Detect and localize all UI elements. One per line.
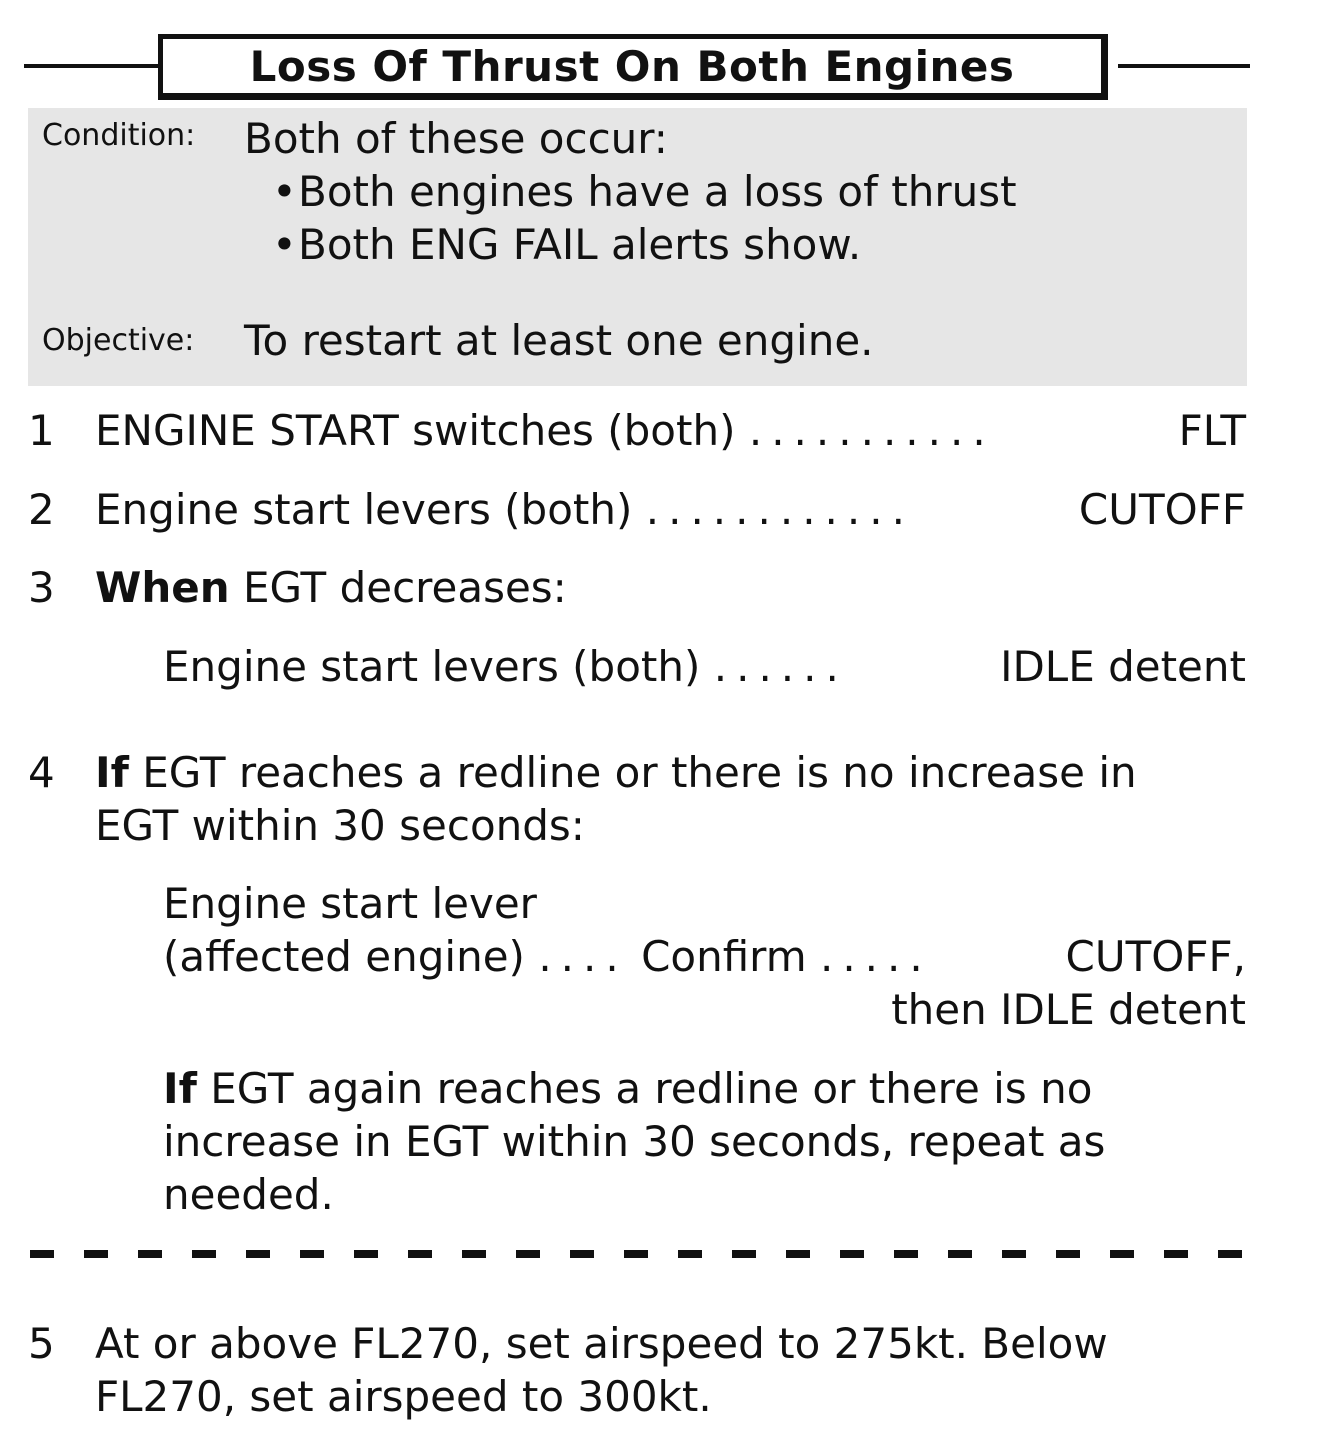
dashed-divider	[30, 1250, 1244, 1258]
step-condition: If EGT reaches a redline or there is no increase in EGT within 30 seconds:	[95, 748, 1137, 850]
step-item: Engine start lever (affected engine) .... Confirm .....	[163, 879, 932, 981]
step-number: 2	[28, 485, 55, 534]
condition-objective-panel	[28, 108, 1247, 386]
checklist-title: Loss Of Thrust On Both Engines	[158, 34, 1108, 100]
condition-bullet-2: • Both ENG FAIL alerts show.	[244, 218, 1017, 271]
step-action: CUTOFF	[1078, 485, 1246, 534]
confirm-label: Confirm	[641, 932, 807, 981]
step-condition: When EGT decreases:	[95, 563, 567, 612]
step-number: 4	[28, 748, 55, 797]
step-action: FLT	[1178, 406, 1246, 455]
step-action: IDLE detent	[1000, 642, 1246, 691]
step-4-note: If EGT again reaches a redline or there is no increase in EGT within 30 seconds, repeat as needed.	[163, 1064, 1106, 1219]
step-4-subitem	[0, 877, 1334, 1037]
step-item: Engine start levers (both) ............	[95, 485, 914, 534]
step-number: 3	[28, 563, 55, 612]
condition-bullet-1: • Both engines have a loss of thrust	[244, 165, 1017, 218]
title-rule-left	[24, 64, 160, 68]
title-rule-right	[1118, 64, 1250, 68]
step-text: At or above FL270, set airspeed to 275kt. Below FL270, set airspeed to 300kt.	[95, 1319, 1108, 1421]
step-number: 5	[28, 1319, 55, 1368]
step-number: 1	[28, 406, 55, 455]
condition-intro: Both of these occur:	[244, 114, 668, 163]
objective-text: To restart at least one engine.	[244, 316, 874, 365]
condition-text	[244, 112, 1017, 271]
objective-label: Objective:	[42, 323, 195, 358]
step-item: ENGINE START switches (both) ...........	[95, 406, 995, 455]
title-banner	[24, 34, 1250, 110]
condition-label: Condition:	[42, 118, 196, 153]
step-action: CUTOFF, then IDLE detent	[891, 932, 1246, 1034]
step-item: Engine start levers (both) ......	[163, 642, 848, 691]
